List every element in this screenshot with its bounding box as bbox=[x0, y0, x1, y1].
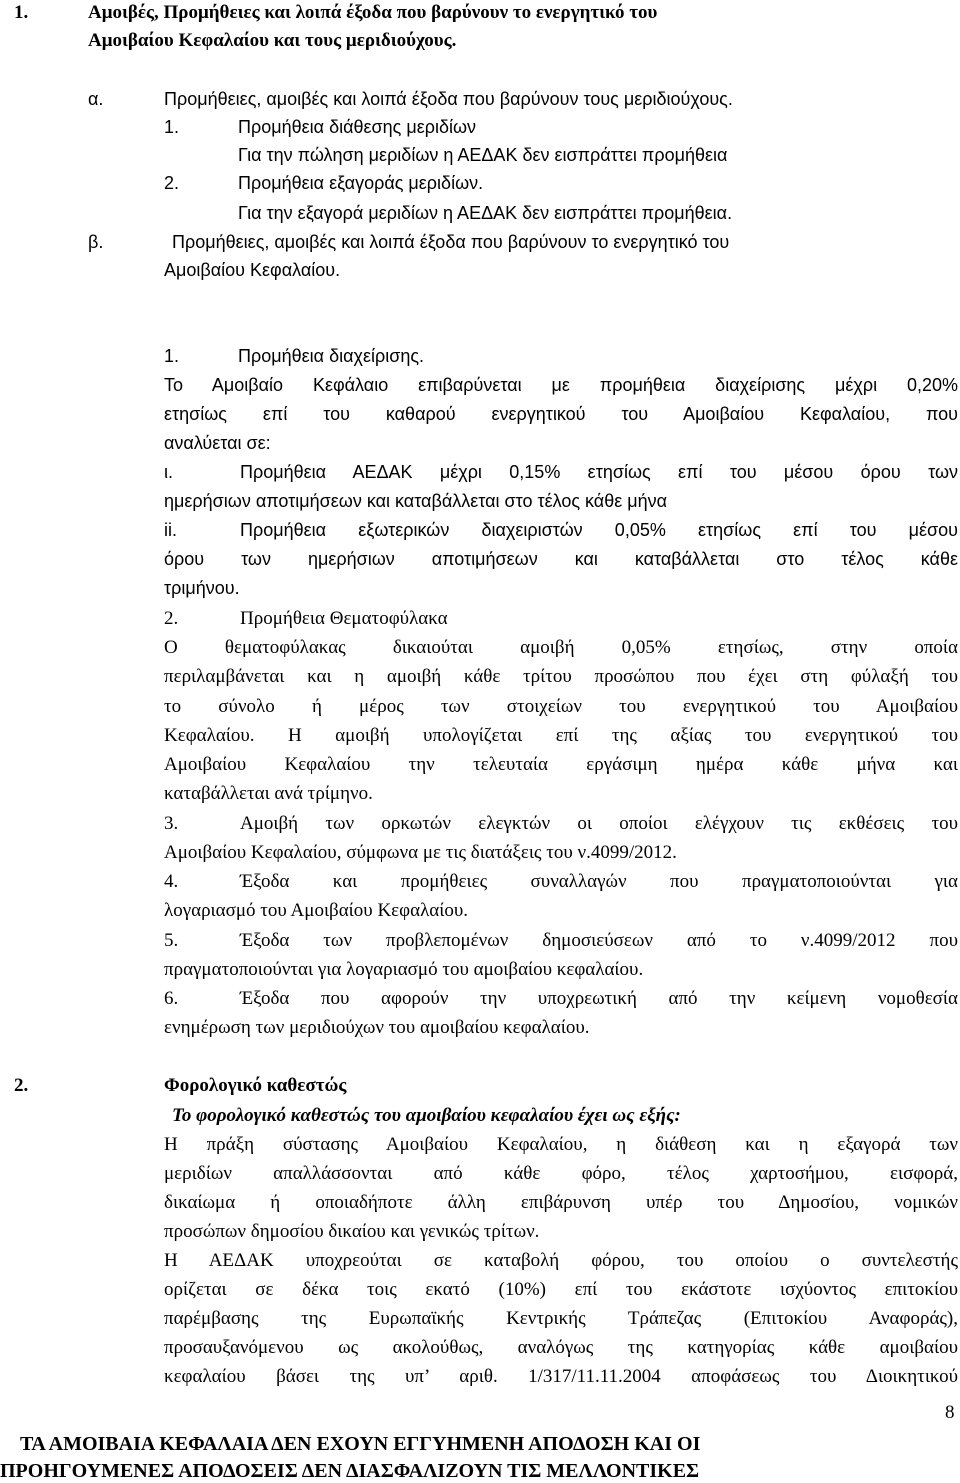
paragraph-line: Η ΑΕΔΑΚ υποχρεούται σε καταβολή φόρου, του οποίου ο συντελεστής bbox=[164, 1250, 958, 1271]
paragraph-line: ημερήσιων αποτιμήσεων και καταβάλλεται στο τέλος κάθε μήνα bbox=[164, 491, 668, 511]
section-title: Φορολογικό καθεστώς bbox=[164, 1075, 347, 1096]
paragraph-line: Έξοδα των προβλεπομένων δημοσιεύσεων από το ν.4099/2012 που bbox=[240, 930, 958, 951]
subsection-b-text-line2: Αμοιβαίου Κεφαλαίου. bbox=[164, 260, 341, 280]
paragraph-line: μεριδίων απαλλάσσονται από κάθε φόρο, τέλος χαρτοσήμου, εισφορά, bbox=[164, 1163, 958, 1184]
item-number: 6. bbox=[164, 988, 179, 1009]
item-text: Για την πώληση μεριδίων η ΑΕΔΑΚ δεν εισπράττει προμήθεια bbox=[238, 145, 728, 165]
paragraph-line: ετησίως επί του καθαρού ενεργητικού του Αμοιβαίου Κεφαλαίου, που bbox=[164, 404, 958, 424]
paragraph-line: το σύνολο ή μέρος των στοιχείων του ενεργητικού του Αμοιβαίου bbox=[164, 696, 958, 717]
paragraph-line: προσώπων δημοσίου δικαίου και γενικώς τρίτων. bbox=[164, 1221, 540, 1242]
paragraph-line: Έξοδα και προμήθειες συναλλαγών που πραγματοποιούνται για bbox=[240, 871, 958, 892]
subsection-label-a: α. bbox=[88, 89, 104, 109]
paragraph-line: περιλαμβάνεται και η αμοιβή κάθε τρίτου προσώπου που έχει στη φύλαξή του bbox=[164, 666, 958, 687]
paragraph-line: όρου των ημερήσιων αποτιμήσεων και καταβάλλεται στο τέλος κάθε bbox=[164, 549, 958, 569]
paragraph-line: Αμοιβαίου Κεφαλαίου την τελευταία εργάσιμη ημέρα κάθε μήνα και bbox=[164, 754, 958, 775]
paragraph-line: Προμήθεια εξωτερικών διαχειριστών 0,05% ετησίως επί του μέσου bbox=[240, 520, 958, 540]
section-title-line1: Αμοιβές, Προμήθειες και λοιπά έξοδα που βαρύνουν το ενεργητικό του bbox=[88, 2, 658, 23]
paragraph-line: προσαυξανόμενου ως ακολούθως, αναλόγως της κατηγορίας κάθε αμοιβαίου bbox=[164, 1337, 958, 1358]
subsection-a-text: Προμήθειες, αμοιβές και λοιπά έξοδα που βαρύνουν τους μεριδιούχους. bbox=[164, 89, 733, 109]
item-title: Προμήθεια διαχείρισης. bbox=[238, 346, 425, 366]
paragraph-line: καταβάλλεται ανά τρίμηνο. bbox=[164, 783, 373, 804]
item-text: Για την εξαγορά μεριδίων η ΑΕΔΑΚ δεν εισπράττει προμήθεια. bbox=[238, 203, 733, 223]
item-number: 3. bbox=[164, 813, 179, 834]
subsection-b-text-line1: Προμήθειες, αμοιβές και λοιπά έξοδα που βαρύνουν το ενεργητικό του bbox=[172, 232, 730, 252]
item-title: Προμήθεια Θεματοφύλακα bbox=[240, 608, 448, 629]
paragraph-line: αναλύεται σε: bbox=[164, 433, 271, 453]
footer-disclaimer-line1: ΤΑ ΑΜΟΙΒΑΙΑ ΚΕΦΑΛΑΙΑ ΔΕΝ ΕΧΟΥΝ ΕΓΓΥΗΜΕΝΗ ΑΠΟΔΟΣΗ ΚΑΙ ΟΙ bbox=[20, 1433, 701, 1455]
paragraph-line: Αμοιβή των ορκωτών ελεγκτών οι οποίοι ελέγχουν τις εκθέσεις του bbox=[240, 813, 958, 834]
paragraph-line: ορίζεται σε δέκα τοις εκατό (10%) επί του εκάστοτε ισχύοντος επιτοκίου bbox=[164, 1279, 958, 1300]
paragraph-line: Έξοδα που αφορούν την υποχρεωτική από την κείμενη νομοθεσία bbox=[240, 988, 958, 1009]
item-number: 1. bbox=[164, 117, 180, 137]
item-number: 2. bbox=[164, 173, 180, 193]
roman-label: ii. bbox=[164, 520, 177, 540]
paragraph-line: Κεφαλαίου. Η αμοιβή υπολογίζεται επί της αξίας του ενεργητικού του bbox=[164, 725, 958, 746]
footer-disclaimer-line2: ΠΡΟΗΓΟΥΜΕΝΕΣ ΑΠΟΔΟΣΕΙΣ ΔΕΝ ΔΙΑΣΦΑΛΙΖΟΥΝ ΤΙΣ ΜΕΛΛΟΝΤΙΚΕΣ bbox=[0, 1460, 700, 1482]
paragraph-line: Προμήθεια ΑΕΔΑΚ μέχρι 0,15% ετησίως επί του μέσου όρου των bbox=[240, 462, 958, 482]
paragraph-line: Αμοιβαίου Κεφαλαίου, σύμφωνα με τις διατάξεις του ν.4099/2012. bbox=[164, 842, 677, 863]
item-title: Προμήθεια διάθεσης μεριδίων bbox=[238, 117, 477, 137]
section-title-line2: Αμοιβαίου Κεφαλαίου και τους μεριδιούχους. bbox=[88, 30, 457, 51]
paragraph-line: τριμήνου. bbox=[164, 578, 240, 598]
subsection-label-b: β. bbox=[88, 232, 104, 252]
item-number: 1. bbox=[164, 346, 180, 366]
item-title: Προμήθεια εξαγοράς μεριδίων. bbox=[238, 173, 484, 193]
section-number: 2. bbox=[14, 1075, 29, 1096]
paragraph-line: ενημέρωση των μεριδιούχων του αμοιβαίου κεφαλαίου. bbox=[164, 1017, 590, 1038]
paragraph-line: λογαριασμό του Αμοιβαίου Κεφαλαίου. bbox=[164, 900, 468, 921]
item-number: 5. bbox=[164, 930, 179, 951]
paragraph-line: Η πράξη σύστασης Αμοιβαίου Κεφαλαίου, η διάθεση και η εξαγορά των bbox=[164, 1134, 958, 1155]
page-number: 8 bbox=[945, 1402, 955, 1423]
section-number: 1. bbox=[14, 2, 29, 23]
paragraph-line: Ο θεματοφύλακας δικαιούται αμοιβή 0,05% ετησίως, στην οποία bbox=[164, 637, 958, 658]
section-subtitle: Το φορολογικό καθεστώς του αμοιβαίου κεφαλαίου έχει ως εξής: bbox=[172, 1105, 681, 1126]
item-number: 2. bbox=[164, 608, 179, 629]
paragraph-line: κεφαλαίου βάσει της υπ’ αριθ. 1/317/11.11.2004 αποφάσεως του Διοικητικού bbox=[164, 1366, 958, 1387]
roman-label: ι. bbox=[164, 462, 173, 482]
paragraph-line: πραγματοποιούνται για λογαριασμό του αμοιβαίου κεφαλαίου. bbox=[164, 959, 644, 980]
paragraph-line: Το Αμοιβαίο Κεφάλαιο επιβαρύνεται με προμήθεια διαχείρισης μέχρι 0,20% bbox=[164, 375, 958, 395]
item-number: 4. bbox=[164, 871, 179, 892]
paragraph-line: δικαίωμα ή οποιαδήποτε άλλη επιβάρυνση υπέρ του Δημοσίου, νομικών bbox=[164, 1192, 958, 1213]
paragraph-line: παρέμβασης της Ευρωπαϊκής Κεντρικής Τράπεζας (Επιτοκίου Αναφοράς), bbox=[164, 1308, 958, 1329]
